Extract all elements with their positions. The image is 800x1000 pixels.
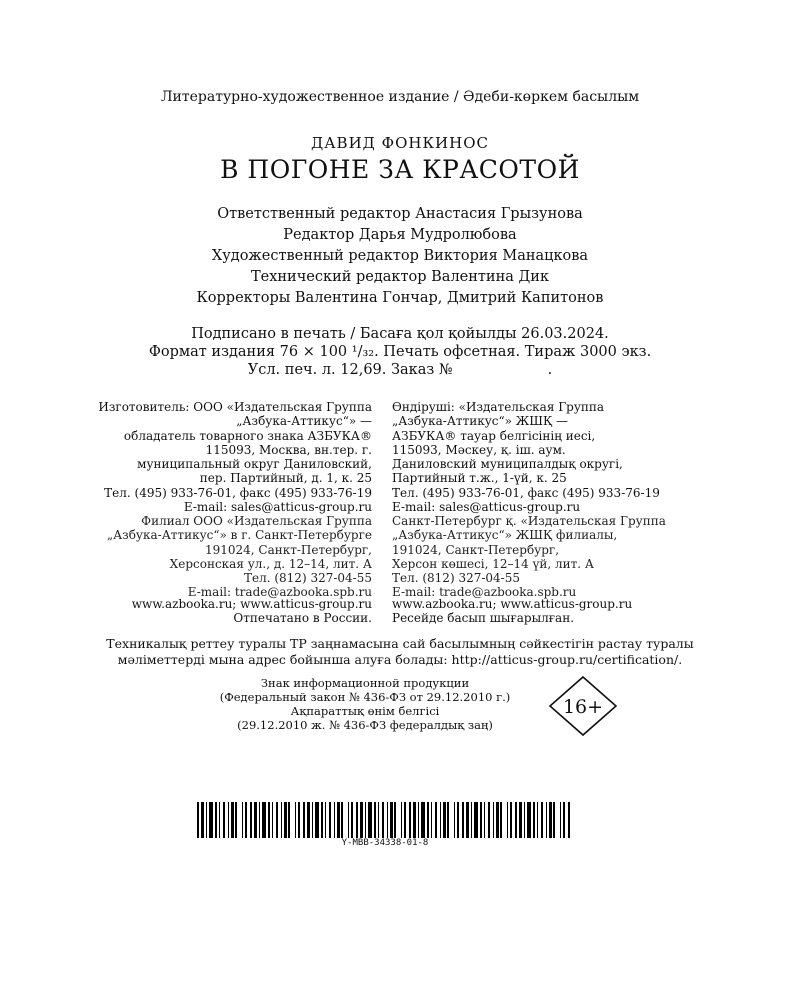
- barcode-bar: [401, 802, 402, 838]
- barcode-bar: [507, 802, 508, 838]
- branch-kz-line: Тел. (812) 327-04-55: [392, 571, 520, 586]
- branch-kz-line: Херсон көшесі, 12–14 үй, лит. А: [392, 556, 594, 571]
- branch-ru-line: E-mail: trade@azbooka.spb.ru: [187, 585, 372, 600]
- barcode-bar: [219, 802, 220, 838]
- manufacturer-ru-line: муниципальный округ Даниловский,: [137, 457, 372, 472]
- barcode-bar: [500, 802, 502, 838]
- manufacturer-kz-line: „Азбука-Аттикус“» ЖШҚ —: [392, 414, 569, 429]
- barcode-bar: [409, 802, 411, 838]
- barcode-bar: [235, 802, 237, 838]
- barcode-bar: [356, 802, 358, 838]
- certification-line: мәліметтерді мына адрес бойынша алуға болады: http://atticus-group.ru/certification/.: [117, 652, 683, 667]
- barcode-bar: [435, 802, 437, 838]
- print-signed-line: Подписано в печать / Басаға қол қойылды 26.03.2024.: [191, 326, 609, 342]
- barcode-bar: [360, 802, 363, 838]
- barcode-bar: [387, 802, 388, 838]
- print-details: [0, 325, 800, 379]
- barcode-bar: [268, 802, 270, 838]
- barcode-bar: [454, 802, 455, 838]
- barcode-bar: [549, 802, 552, 838]
- barcode-bar: [284, 802, 287, 838]
- barcode-bar: [466, 802, 469, 838]
- barcode-bar: [474, 802, 478, 838]
- barcode-bar: [201, 802, 204, 838]
- genre-line: Литературно-художественное издание / Әдеби-көркем басылым: [160, 89, 640, 105]
- barcode-bar: [488, 802, 490, 838]
- manufacturer-ru-line: пер. Партийный, д. 1, к. 25: [199, 471, 372, 486]
- web-kz-line: Ресейде басып шығарылған.: [392, 611, 575, 626]
- branch-kz-line: „Азбука-Аттикус“» ЖШҚ филиалы,: [392, 528, 618, 543]
- web-kz: [392, 597, 692, 626]
- barcode-bar: [197, 802, 199, 838]
- barcode-bar: [209, 802, 213, 838]
- branch-kz-line: E-mail: trade@azbooka.spb.ru: [392, 585, 577, 600]
- barcode-bar: [298, 802, 300, 838]
- barcode-bar: [413, 802, 416, 838]
- barcode-bar: [418, 802, 419, 838]
- manufacturer-kz-line: 115093, Мәскеу, қ. іш. аум.: [392, 442, 566, 457]
- barcode-bar: [553, 802, 555, 838]
- branch-ru-line: „Азбука-Аттикус“» в г. Санкт-Петербурге: [106, 528, 372, 543]
- barcode-bar: [325, 802, 326, 838]
- barcode-bar: [374, 802, 376, 838]
- barcode-bar: [510, 802, 512, 838]
- manufacturer-ru-line: обладатель товарного знака АЗБУКА®: [123, 428, 372, 443]
- barcode-bar: [341, 802, 343, 838]
- barcode-bar: [337, 802, 340, 838]
- editorial-staff: [0, 204, 800, 309]
- web-ru-line: Отпечатано в России.: [233, 611, 372, 626]
- certification-note: [0, 636, 800, 668]
- author-name: ДАВИД ФОНКИНОС: [311, 134, 489, 152]
- barcode-bar: [254, 802, 257, 838]
- barcode-bar: [404, 802, 406, 838]
- barcode-bar: [427, 802, 429, 838]
- branch-ru-line: Тел. (812) 327-04-55: [244, 571, 372, 586]
- staff-line: Редактор Дарья Мудролюбова: [283, 227, 517, 243]
- barcode-bar: [321, 802, 323, 838]
- format-suffix: . Печать офсетная. Тираж 3000 экз.: [374, 344, 652, 360]
- barcode-bar: [537, 802, 538, 838]
- barcode-bar: [533, 802, 535, 838]
- barcode-bar: [493, 802, 494, 838]
- manufacturer-ru-line: E-mail: sales@atticus-group.ru: [183, 500, 372, 515]
- barcode-bar: [281, 802, 282, 838]
- barcode-bar: [334, 802, 335, 838]
- barcode-bar: [250, 802, 252, 838]
- staff-line: Технический редактор Валентина Дик: [250, 269, 550, 285]
- barcode-number: Y-MBB-34338-01-8: [341, 838, 429, 848]
- manufacturer-ru-line: Тел. (495) 933-76-01, факс (495) 933-76-19: [104, 485, 372, 500]
- barcode-bar: [228, 802, 229, 838]
- barcode-bar: [431, 802, 432, 838]
- sheets-text: Усл. печ. л. 12,69. Заказ №: [247, 362, 453, 378]
- branch-ru-line: Филиал ООО «Издательская Группа: [141, 514, 372, 528]
- barcode-bar: [471, 802, 472, 838]
- branch-kz-line: Санкт-Петербург қ. «Издательская Группа: [392, 514, 666, 528]
- age-info-line: (29.12.2010 ж. № 436-ФЗ федералдық заң): [237, 718, 493, 732]
- staff-line: Художественный редактор Виктория Манацкова: [211, 248, 589, 264]
- web-ru: [90, 597, 372, 626]
- barcode-bar: [394, 802, 396, 838]
- print-format-line: [0, 343, 800, 361]
- barcode-bar: [496, 802, 499, 838]
- barcode-bar: [288, 802, 290, 838]
- manufacturer-ru-line: Изготовитель: ООО «Издательская Группа: [98, 400, 372, 414]
- barcode-bar: [303, 802, 305, 838]
- barcode-bar: [231, 802, 234, 838]
- manufacturer-kz-line: Партийный т.ж., 1-үй, к. 25: [392, 471, 567, 486]
- age-rating-icon: [548, 675, 618, 737]
- manufacturer-kz-line: Тел. (495) 933-76-01, факс (495) 933-76-19: [392, 485, 660, 500]
- barcode-bar: [245, 802, 247, 838]
- barcode-bar: [329, 802, 331, 838]
- age-info-line: Ақпараттық өнім белгісі: [290, 704, 440, 718]
- barcode-bar: [519, 802, 522, 838]
- staff-line: Ответственный редактор Анастасия Грызунова: [217, 206, 583, 222]
- age-info-line: Знак информационной продукции: [260, 676, 470, 690]
- barcode-bar: [382, 802, 384, 838]
- branch-ru-line: Херсонская ул., д. 12–14, лит. А: [169, 556, 372, 571]
- barcode-bar: [462, 802, 464, 838]
- staff-line: Корректоры Валентина Гончар, Дмитрий Капитонов: [196, 290, 604, 306]
- branch-kz: [392, 514, 692, 600]
- barcode-bar: [560, 802, 561, 838]
- manufacturer-kz-line: Даниловский муниципалдық округі,: [392, 457, 623, 472]
- age-rating-text: 16+: [562, 696, 604, 718]
- manufacturer-kz-line: АЗБУКА® тауар белгісінің иесі,: [392, 428, 596, 443]
- manufacturer-ru: [90, 400, 372, 514]
- barcode-bar: [421, 802, 425, 838]
- barcode-bar: [440, 802, 441, 838]
- barcode-bar: [295, 802, 296, 838]
- barcode-bar: [272, 802, 273, 838]
- barcode-bar: [527, 802, 531, 838]
- certification-line: Техникалық реттеу туралы ТР заңнамасына сай басылымның сәйкестігін растау туралы: [106, 636, 694, 651]
- format-prefix: Формат издания 76 × 100: [148, 344, 348, 360]
- branch-ru-line: 191024, Санкт-Петербург,: [204, 542, 372, 557]
- branch-ru: [90, 514, 372, 600]
- barcode-bar: [457, 802, 459, 838]
- barcode-bar: [515, 802, 517, 838]
- print-sheets-line: Усл. печ. л. 12,69. Заказ № .: [247, 362, 553, 378]
- barcode-bar: [215, 802, 217, 838]
- age-info-line: (Федеральный закон № 436-ФЗ от 29.12.2010 г.): [219, 690, 511, 704]
- barcode-bar: [365, 802, 366, 838]
- barcode-bar: [447, 802, 449, 838]
- age-info: [200, 676, 530, 732]
- barcode-bar: [262, 802, 266, 838]
- barcode-bar: [242, 802, 243, 838]
- barcode-bar: [524, 802, 525, 838]
- barcode-bar: [223, 802, 225, 838]
- barcode-bar: [480, 802, 482, 838]
- barcode-bar: [348, 802, 349, 838]
- web-kz-line: www.azbooka.ru; www.atticus-group.ru: [392, 597, 633, 611]
- book-title: В ПОГОНЕ ЗА КРАСОТОЙ: [220, 155, 580, 184]
- manufacturer-kz: [392, 400, 692, 514]
- barcode: [195, 802, 575, 838]
- barcode-bar: [443, 802, 446, 838]
- barcode-bar: [307, 802, 310, 838]
- barcode-bar: [206, 802, 207, 838]
- web-ru-line: www.azbooka.ru; www.atticus-group.ru: [131, 597, 372, 611]
- branch-kz-line: 191024, Санкт-Петербург,: [392, 542, 560, 557]
- manufacturer-kz-line: Өндіруші: «Издательская Группа: [392, 400, 605, 414]
- barcode-bar: [315, 802, 319, 838]
- barcode-bar: [312, 802, 313, 838]
- format-fraction: ¹/₃₂: [351, 344, 375, 360]
- manufacturer-kz-line: E-mail: sales@atticus-group.ru: [392, 500, 581, 515]
- manufacturer-ru-line: „Азбука-Аттикус“» —: [236, 414, 372, 429]
- barcode-bar: [276, 802, 278, 838]
- barcode-bar: [351, 802, 353, 838]
- barcode-bar: [378, 802, 379, 838]
- barcode-bar: [563, 802, 565, 838]
- manufacturer-ru-line: 115093, Москва, вн.тер. г.: [205, 442, 372, 457]
- barcode-bar: [259, 802, 260, 838]
- barcode-bar: [568, 802, 570, 838]
- barcode-bar: [390, 802, 393, 838]
- barcode-bar: [541, 802, 543, 838]
- barcode-bar: [546, 802, 547, 838]
- barcode-bar: [368, 802, 372, 838]
- barcode-bar: [484, 802, 485, 838]
